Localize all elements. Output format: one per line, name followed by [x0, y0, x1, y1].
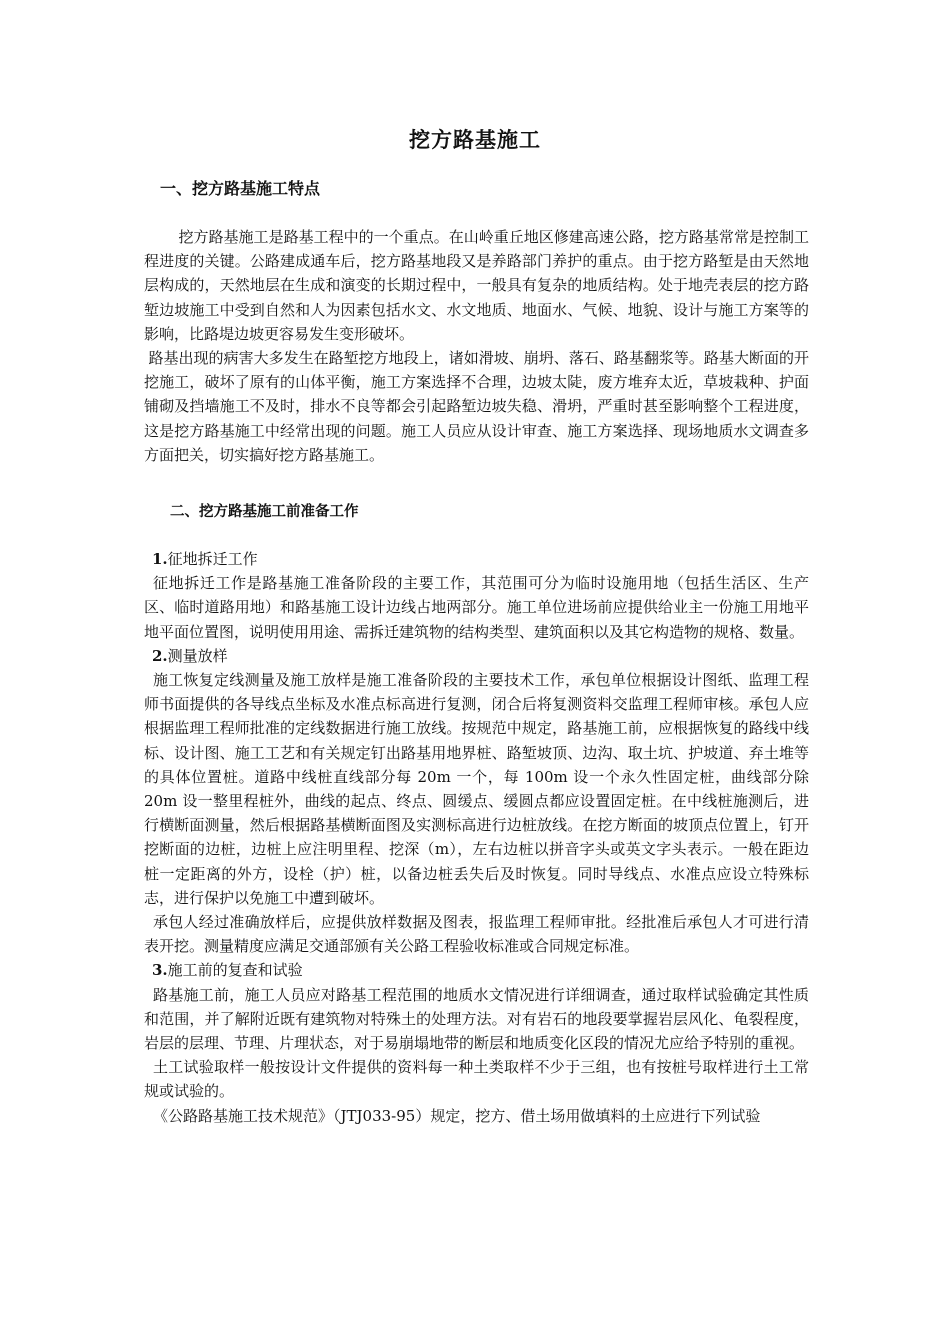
subsection-1-heading	[144, 547, 809, 571]
section-2-body	[144, 547, 809, 1128]
section-2-heading: 二、挖方路基施工前准备工作	[170, 504, 359, 520]
subsection-3-paragraph-1: 路基施工前，施工人员应对路基工程范围的地质水文情况进行详细调查，通过取样试验确定其性质和范围，并了解附近既有建筑物对特殊土的处理方法。对有岩石的地段要掌握岩层风化、龟裂程度，岩层的层理、节理、片理状态，对于易崩塌地带的断层和地质变化区段的情况尤应给予特别的重视。	[144, 985, 809, 1053]
subsection-2-paragraph-1: 施工恢复定线测量及施工放样是施工准备阶段的主要技术工作，承包单位根据设计图纸、监理工程师书面提供的各导线点坐标及水准点标高进行复测，闭合后将复测资料交监理工程师审核。承包人应根据监理工程师批准的定线数据进行施工放线。按规范中规定，路基施工前，应根据恢复的路线中线标、设计图、施工工艺和有关规定钉出路基用地界桩、路堑坡顶、边沟、取土坑、护坡道、弃土堆等的具体位置桩。道路中线桩直线部分每 20m 一个，每 100m 设一个永久性固定桩，曲线部分除 20m 设一整里程桩外，曲线的起点、终点、圆缓点、缓圆点都应设置固定桩。在中线桩施测后，进行横断面测量，然后根据路基横断面图及实测标高进行边桩放线。在挖方断面的坡顶点位置上，钉开挖断面的边桩，边桩上应注明里程、挖深（m），左右边桩以拼音字头或英文字头表示。一般在距边桩一定距离的外方，设栓（护）桩，以备边桩丢失后及时恢复。同时导线点、水准点应设立特殊标志，进行保护以免施工中遭到破坏。	[144, 671, 809, 907]
subsection-2-heading	[144, 644, 809, 668]
subsection-1-label: 征地拆迁工作	[167, 550, 258, 568]
subsection-2-label: 测量放样	[167, 646, 228, 665]
subsection-2-number: 2.	[152, 646, 168, 665]
subsection-1-paragraph: 征地拆迁工作是路基施工准备阶段的主要工作，其范围可分为临时设施用地（包括生活区、生产区、临时道路用地）和路基施工设计边线占地两部分。施工单位进场前应提供给业主一份施工用地平地平面位置图，说明使用用途、需拆迁建筑物的结构类型、建筑面积以及其它构造物的规格、数量。	[144, 574, 809, 641]
page-title: 挖方路基施工	[409, 128, 541, 152]
section-1-heading: 一、挖方路基施工特点	[160, 179, 321, 198]
subsection-2-paragraph-2: 承包人经过准确放样后，应提供放样数据及图表，报监理工程师审批。经批准后承包人才可进行清表开挖。测量精度应满足交通部颁有关公路工程验收标准或合同规定标准。	[144, 913, 809, 956]
section-1-body	[144, 225, 809, 467]
subsection-3-paragraph-2: 土工试验取样一般按设计文件提供的资料每一种土类取样不少于三组，也有按桩号取样进行土工常规或试验的。	[144, 1058, 809, 1101]
section-1-paragraph-1: 挖方路基施工是路基工程中的一个重点。在山岭重丘地区修建高速公路，挖方路基常常是控制工程进度的关键。公路建成通车后，挖方路基地段又是养路部门养护的重点。由于挖方路堑是由天然地层构成的，天然地层在生成和演变的长期过程中，一般具有复杂的地质结构。处于地壳表层的挖方路堑边坡施工中受到自然和人为因素包括水文、水文地质、地面水、气候、地貌、设计与施工方案等的影响，比路堤边坡更容易发生变形破坏。	[144, 228, 809, 343]
subsection-1-number: 1.	[152, 550, 168, 568]
section-1-paragraph-2: 路基出现的病害大多发生在路堑挖方地段上，诸如滑坡、崩坍、落石、路基翻浆等。路基大断面的开挖施工，破坏了原有的山体平衡，施工方案选择不合理，边坡太陡，废方堆弃太近，草坡栽种、护面铺砌及挡墙施工不及时，排水不良等都会引起路堑边坡失稳、滑坍，严重时甚至影响整个工程进度，这是挖方路基施工中经常出现的问题。施工人员应从设计审查、施工方案选择、现场地质水文调查多方面把关，切实搞好挖方路基施工。	[144, 349, 809, 464]
subsection-3-number: 3.	[152, 961, 168, 980]
subsection-3-label: 施工前的复查和试验	[167, 961, 303, 980]
subsection-3-heading	[144, 958, 809, 982]
subsection-3-paragraph-3: 《公路路基施工技术规范》（JTJ033-95）规定，挖方、借土场用做填料的土应进行下列试验	[153, 1106, 761, 1125]
